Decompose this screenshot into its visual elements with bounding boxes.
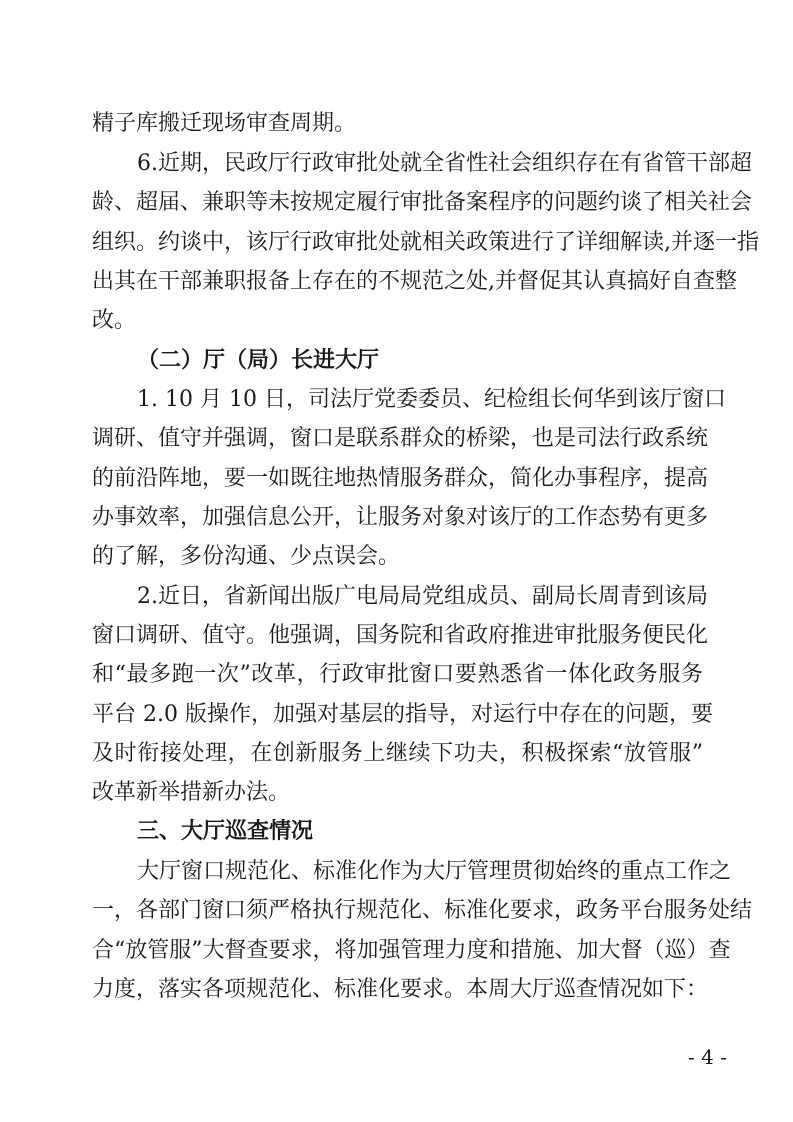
- text-line: 组织。约谈中，该厅行政审批处就相关政策进行了详细解读,并逐一指: [92, 230, 759, 255]
- text-line: 和“最多跑一次”改革，行政审批窗口要熟悉省一体化政务服务: [92, 662, 703, 687]
- text-line: 出其在干部兼职报备上存在的不规范之处,并督促其认真搞好自查整: [92, 269, 737, 294]
- text-line: 的前沿阵地，要一如既往地热情服务群众，简化办事程序，提高: [92, 466, 709, 491]
- text-line: 调研、值守并强调，窗口是联系群众的桥梁，也是司法行政系统: [92, 426, 709, 451]
- text-line: 的了解，多份沟通、少点误会。: [92, 544, 401, 569]
- text-line: 合“放管服”大督查要求，将加强管理力度和措施、加大督（巡）查: [92, 938, 731, 963]
- text-line: 力度，落实各项规范化、标准化要求。本周大厅巡查情况如下：: [92, 977, 709, 1002]
- text-line: 2.近日，省新闻出版广电局局党组成员、副局长周青到该局: [137, 584, 708, 609]
- text-line: 及时衔接处理，在创新服务上继续下功夫，积极探索“放管服”: [92, 741, 703, 766]
- text-line: 改。: [92, 308, 137, 333]
- text-line: 改革新举措新办法。: [92, 780, 291, 805]
- text-line: 龄、超届、兼职等未按规定履行审批备案程序的问题约谈了相关社会: [92, 190, 753, 215]
- text-line: 精子库搬迁现场审查周期。: [92, 111, 357, 136]
- text-line: 6.近期，民政厅行政审批处就全省性社会组织存在有省管干部超: [137, 151, 752, 176]
- page-number: - 4 -: [688, 1045, 727, 1069]
- text-line: 办事效率，加强信息公开，让服务对象对该厅的工作态势有更多: [92, 505, 709, 530]
- text-line: 平台 2.0 版操作，加强对基层的指导，对运行中存在的问题，要: [92, 702, 713, 727]
- text-line: 大厅窗口规范化、标准化作为大厅管理贯彻始终的重点工作之: [137, 859, 732, 884]
- paragraph-continuation: [0, 104, 793, 144]
- text-line: 窗口调研、值守。他强调，国务院和省政府推进审批服务便民化: [92, 623, 709, 648]
- text-line: 1. 10 月 10 日，司法厅党委委员、纪检组长何华到该厅窗口: [137, 387, 726, 412]
- section-heading: 三、大厅巡查情况: [137, 819, 314, 844]
- section-subheading: （二）厅（局）长进大厅: [137, 347, 380, 373]
- text-line: 一，各部门窗口须严格执行规范化、标准化要求，政务平台服务处结: [92, 898, 753, 923]
